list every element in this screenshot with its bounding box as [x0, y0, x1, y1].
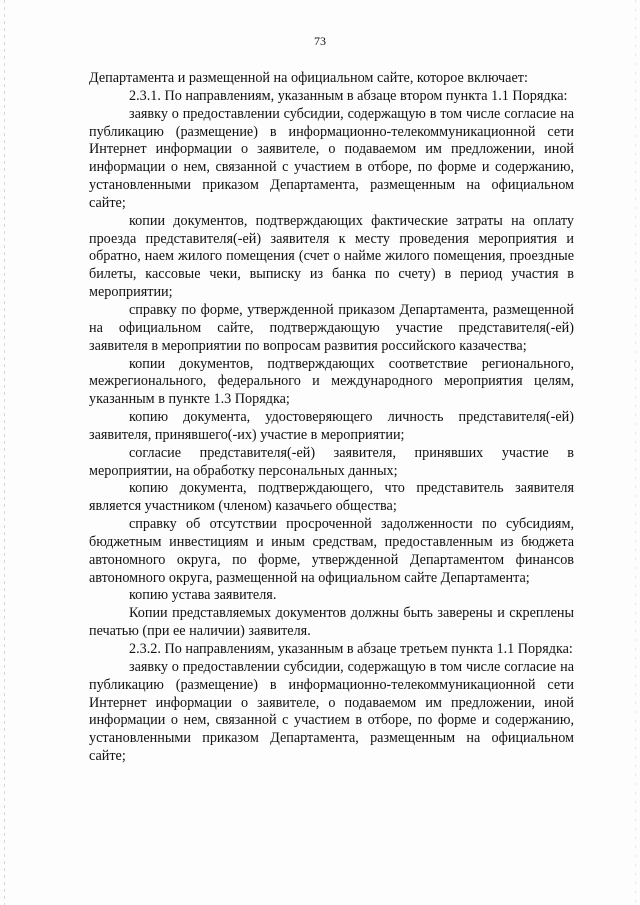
- paragraph: заявку о предоставлении субсидии, содержащую в том числе согласие на публикацию (размещение) в информационно-телекоммуникационной сети Интернет информации о заявителе, о подаваемом им предложении, иной информации о нем, связанной с участием в отборе, по форме и содержанию, установленными приказом Департамента, размещенным на официальном сайте;: [89, 658, 574, 765]
- paragraph: копии документов, подтверждающих фактические затраты на оплату проезда представителя(-ей) заявителя к месту проведения мероприятия и обратно, наем жилого помещения (счет о найме жилого помещения, проездные билеты, кассовые чеки, выписку из банка по счету) в период участия в мероприятии;: [89, 212, 574, 301]
- paragraph: копию устава заявителя.: [129, 587, 277, 604]
- scan-edge-left: [4, 0, 5, 905]
- paragraph: Департамента и размещенной на официальном сайте, которое включает:: [89, 70, 528, 86]
- paragraph: копию документа, удостоверяющего личность представителя(-ей) заявителя, принявшего(-их) участие в мероприятии;: [89, 409, 574, 443]
- paragraph: справку об отсутствии просроченной задолженности по субсидиям, бюджетным инвестициям и иным средствам, предоставленным из бюджета автономного округа, по форме, утвержденной Департаментом финансов автономного округа, размещенной на официальном сайте Департамента;: [89, 516, 574, 586]
- document-body: [89, 70, 574, 766]
- scan-edge-right: [635, 0, 636, 905]
- paragraph: 2.3.2. По направлениям, указанным в абзаце третьем пункта 1.1 Порядка:: [129, 641, 573, 657]
- paragraph: Копии представляемых документов должны быть заверены и скреплены печатью (при ее наличии) заявителя.: [89, 605, 574, 640]
- paragraph: заявку о предоставлении субсидии, содержащую в том числе согласие на публикацию (размещение) в информационно-телекоммуникационной сети Интернет информации о заявителе, о подаваемом им предложении, иной информации о нем, связанной с участием в отборе, по форме и содержанию, установленными приказом Департамента, размещенным на официальном сайте;: [89, 105, 574, 211]
- paragraph: копии документов, подтверждающих соответствие регионального, межрегионального, федерального и международного мероприятия целям, указанным в пункте 1.3 Порядка;: [89, 355, 574, 408]
- page-number: 73: [314, 34, 326, 48]
- paragraph: справку по форме, утвержденной приказом Департамента, размещенной на официальном сайте, подтверждающую участие представителя(-ей) заявителя в мероприятии по вопросам развития российского казачества;: [89, 301, 574, 354]
- paragraph: копию документа, подтверждающего, что представитель заявителя является участником (членом) казачьего общества;: [89, 480, 574, 515]
- paragraph: 2.3.1. По направлениям, указанным в абзаце втором пункта 1.1 Порядка:: [129, 87, 568, 104]
- paragraph: согласие представителя(-ей) заявителя, принявших участие в мероприятии, на обработку персональных данных;: [89, 444, 574, 479]
